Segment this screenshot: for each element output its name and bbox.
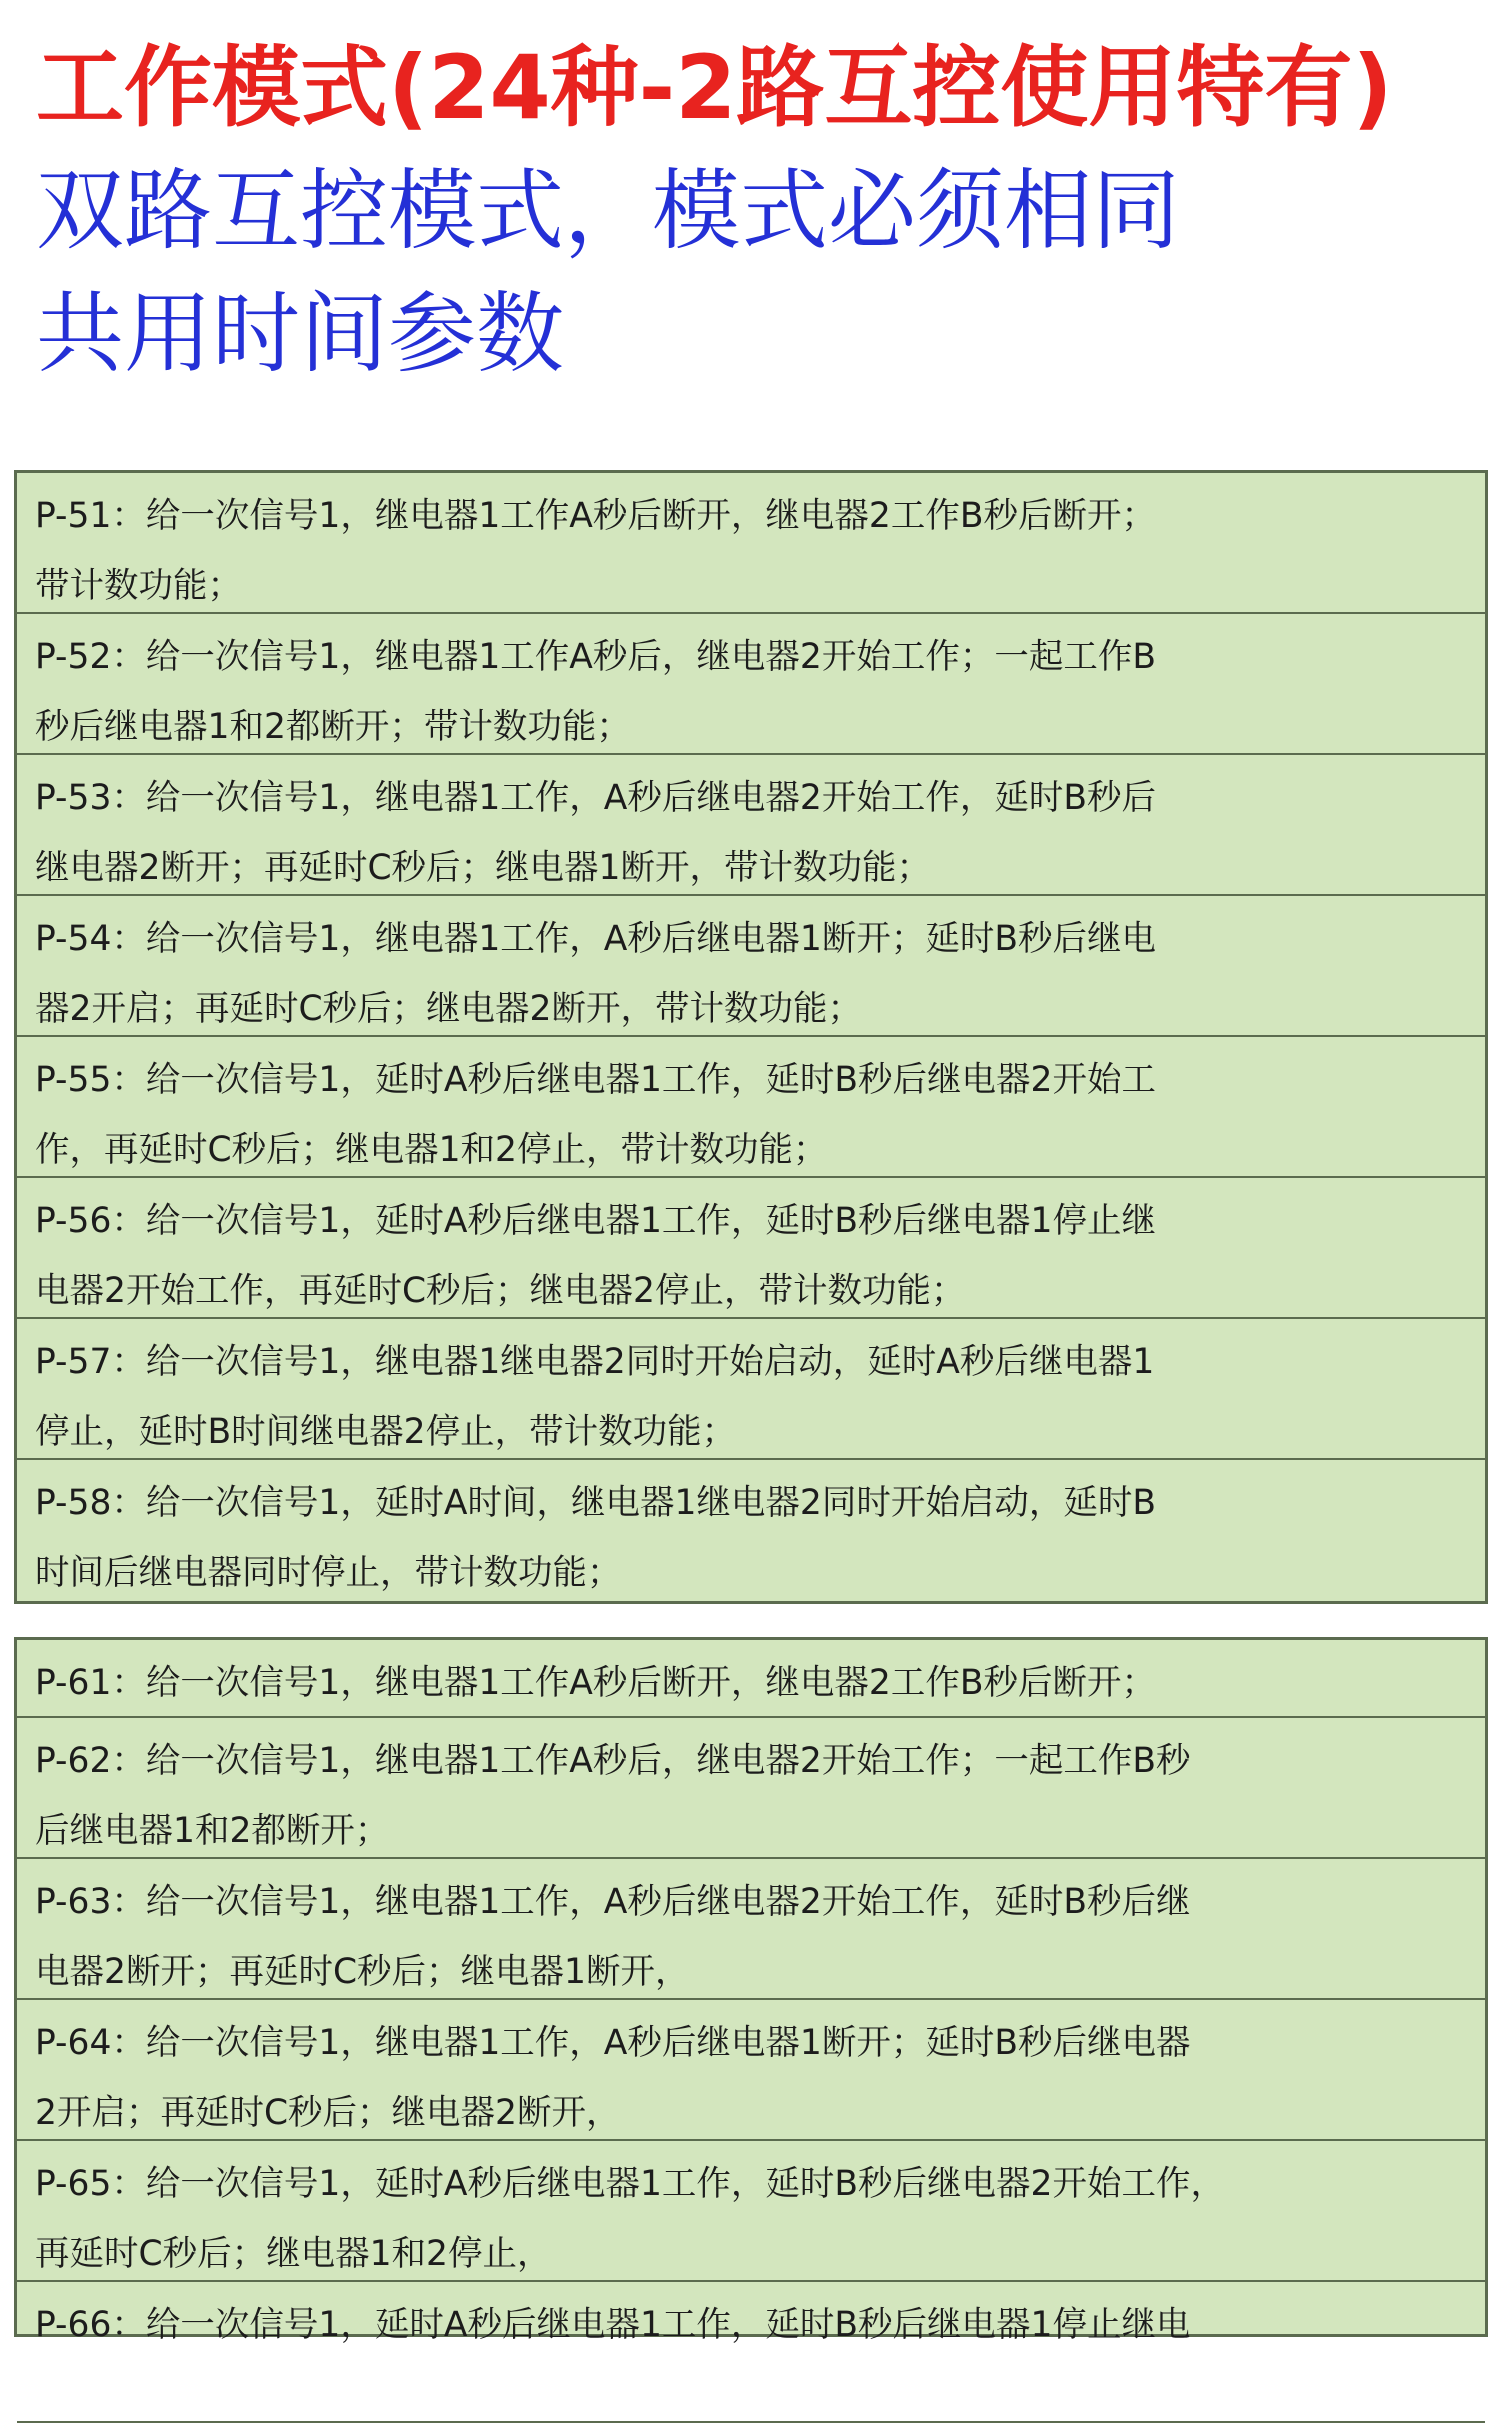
- row-text: 器2开启；再延时C秒后；继电器2断开，带计数功能；: [35, 989, 862, 1029]
- subtitle-time: 共用时间参数: [36, 281, 565, 385]
- mode-table-p60: [14, 1637, 1488, 2345]
- row-text: P-54：给一次信号1，继电器1工作，A秒后继电器1断开；延时B秒后继电: [35, 919, 1157, 959]
- row-text: 再延时C秒后；继电器1和2停止，: [35, 2234, 552, 2274]
- row-text: 电器2断开；再延时C秒后；继电器1断开，: [35, 1952, 690, 1992]
- mode-table-p50: [14, 470, 1488, 1604]
- row-text: 继电器2断开；再延时C秒后；继电器1断开，带计数功能；: [35, 848, 931, 888]
- row-text: P-66：给一次信号1，延时A秒后继电器1工作，延时B秒后继电器1停止继电: [35, 2305, 1191, 2345]
- row-text: P-64：给一次信号1，继电器1工作，A秒后继电器1断开；延时B秒后继电器: [35, 2023, 1191, 2063]
- row-text: P-52：给一次信号1，继电器1工作A秒后，继电器2开始工作；一起工作B: [35, 637, 1157, 677]
- row-text: 作，再延时C秒后；继电器1和2停止，带计数功能；: [35, 1130, 828, 1170]
- row-text: P-53：给一次信号1，继电器1工作，A秒后继电器2开始工作，延时B秒后: [35, 778, 1157, 818]
- table-row: [17, 1718, 1485, 1859]
- row-text: P-51：给一次信号1，继电器1工作A秒后断开，继电器2工作B秒后断开；: [35, 496, 1157, 536]
- table-row: [17, 2000, 1485, 2141]
- table-row: [17, 1178, 1485, 1319]
- table-row: [17, 1859, 1485, 2000]
- table-row: [17, 614, 1485, 755]
- row-text: 秒后继电器1和2都断开；带计数功能；: [35, 707, 631, 747]
- row-text: 电器2开始工作，再延时C秒后；继电器2停止，带计数功能；: [35, 1271, 966, 1311]
- table-row: [17, 2282, 1485, 2423]
- table-row: [17, 1037, 1485, 1178]
- table-row: [17, 755, 1485, 896]
- header: [36, 36, 1476, 408]
- row-text: P-65：给一次信号1，延时A秒后继电器1工作，延时B秒后继电器2开始工作，: [35, 2164, 1226, 2204]
- table-row: [17, 1640, 1485, 1718]
- table-row: [17, 896, 1485, 1037]
- row-text: P-56：给一次信号1，延时A秒后继电器1工作，延时B秒后继电器1停止继: [35, 1201, 1157, 1241]
- row-text: P-63：给一次信号1，继电器1工作，A秒后继电器2开始工作，延时B秒后继: [35, 1882, 1191, 1922]
- page-title: 工作模式(24种-2路互控使用特有): [36, 36, 1393, 139]
- table-row: [17, 1319, 1485, 1460]
- row-text: P-62：给一次信号1，继电器1工作A秒后，继电器2开始工作；一起工作B秒: [35, 1741, 1191, 1781]
- row-text: 时间后继电器同时停止，带计数功能；: [35, 1553, 622, 1593]
- row-text: P-61：给一次信号1，继电器1工作A秒后断开，继电器2工作B秒后断开；: [35, 1663, 1157, 1703]
- subtitle-mode: 双路互控模式，模式必须相同: [36, 158, 1181, 262]
- row-text: P-58：给一次信号1，延时A时间，继电器1继电器2同时开始启动，延时B: [35, 1483, 1157, 1523]
- row-text: 后继电器1和2都断开；: [35, 1811, 390, 1851]
- row-text: P-57：给一次信号1，继电器1继电器2同时开始启动，延时A秒后继电器1: [35, 1342, 1155, 1382]
- table-row: [17, 1460, 1485, 1601]
- row-text: 2开启；再延时C秒后；继电器2断开，: [35, 2093, 621, 2133]
- row-text: 带计数功能；: [35, 566, 242, 606]
- table-row: [17, 2141, 1485, 2282]
- table-row: [17, 473, 1485, 614]
- row-text: 停止，延时B时间继电器2停止，带计数功能；: [35, 1412, 737, 1452]
- row-text: P-55：给一次信号1，延时A秒后继电器1工作，延时B秒后继电器2开始工: [35, 1060, 1157, 1100]
